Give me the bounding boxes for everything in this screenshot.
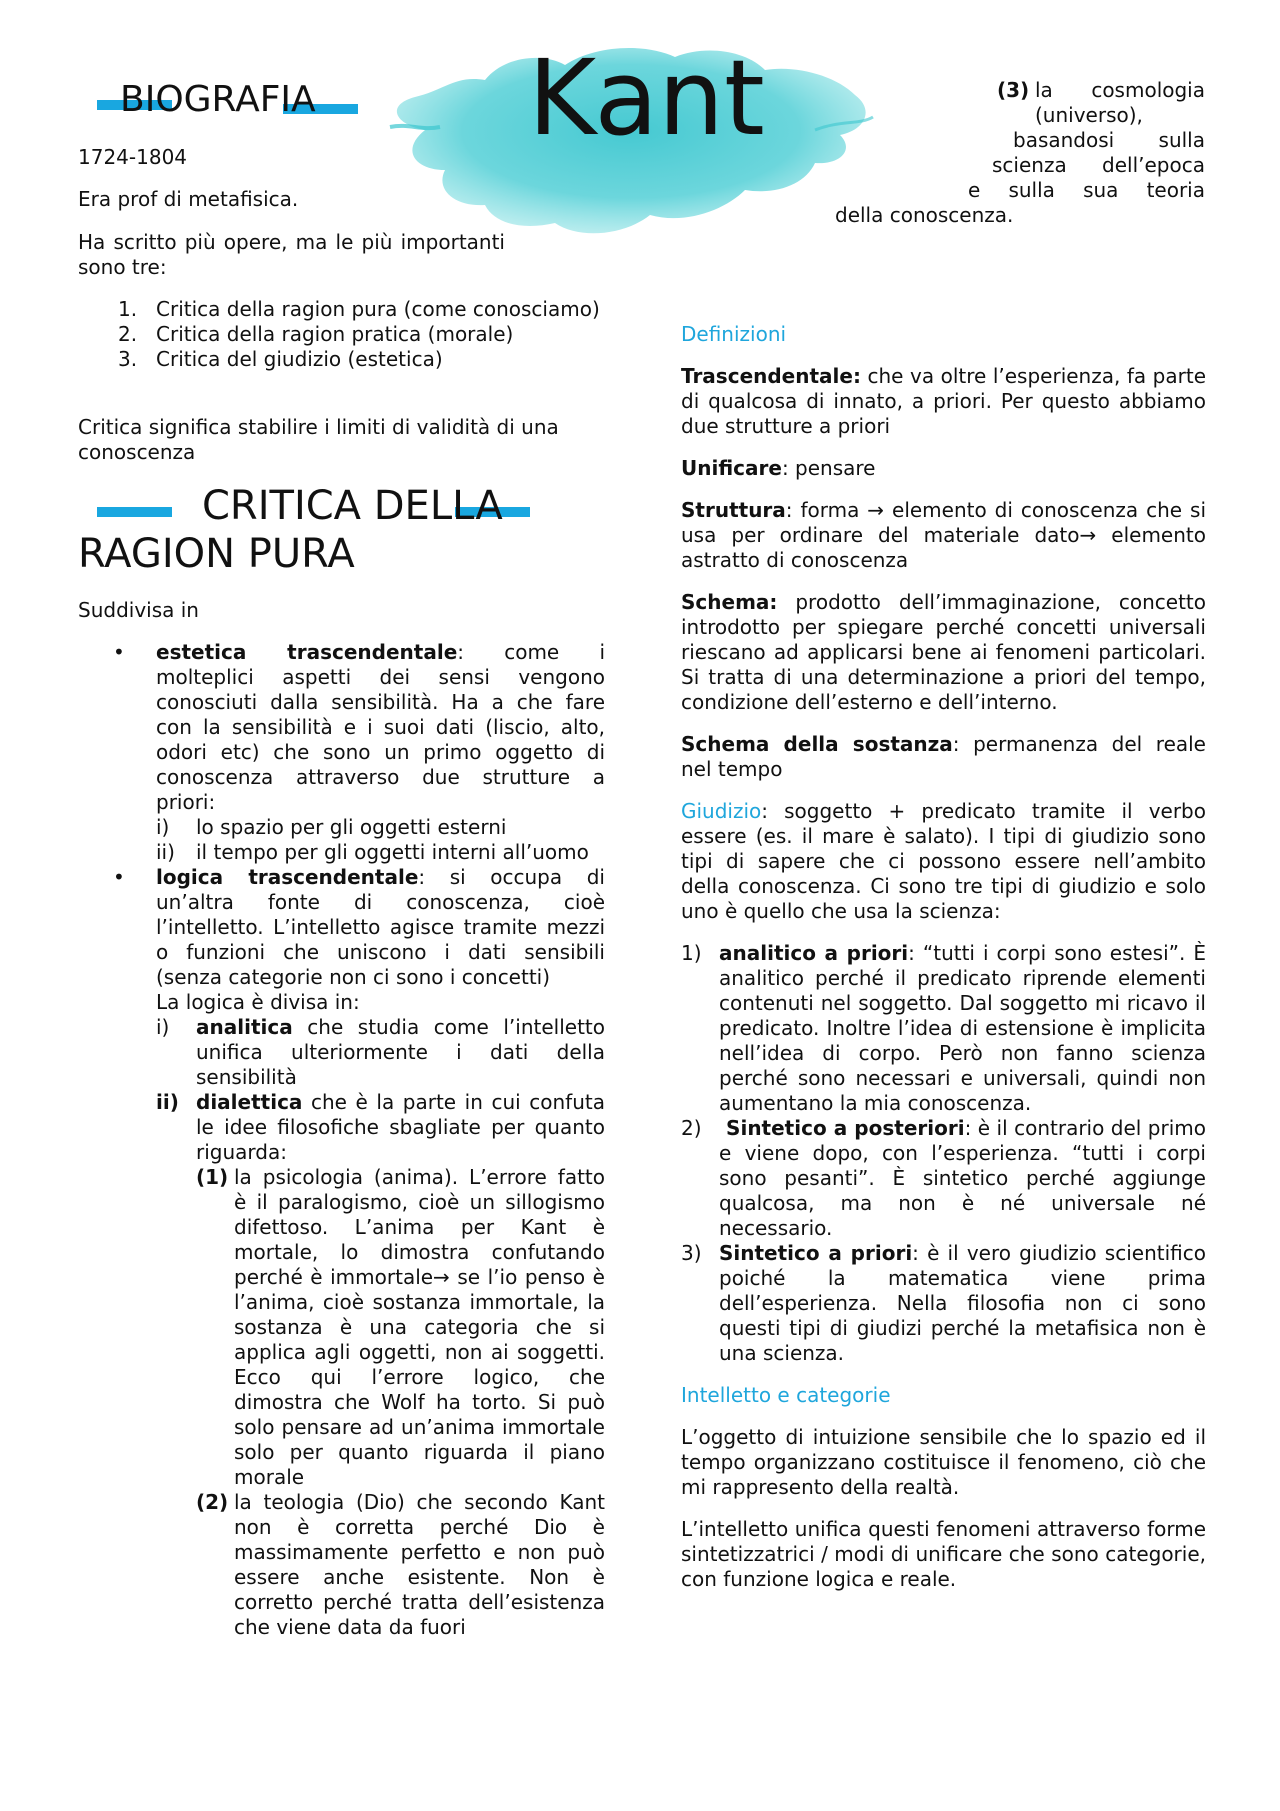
list-item	[113, 865, 605, 1640]
term: analitica	[196, 1015, 293, 1039]
definition: : si occupa di un’altra fonte di conoscenza, cioè l’intelletto. L’intelletto agisce tramite mezzi o funzioni che uniscono i dati sensibili (senza categorie non ci sono i concetti)	[156, 865, 605, 989]
cosmologia-line: e sulla sua teoria	[968, 178, 1205, 202]
term: Sintetico a priori	[719, 1241, 913, 1265]
cosmologia-line: la cosmologia	[1035, 78, 1205, 102]
cosmologia-line: (universo),	[1035, 103, 1143, 127]
suddivisione-list	[113, 640, 605, 1640]
list-text	[719, 941, 1206, 1116]
list-item	[681, 1116, 1206, 1241]
list-text	[719, 1116, 1206, 1241]
list-text: il tempo per gli oggetti interni all’uomo	[196, 840, 589, 864]
term: estetica trascendentale	[156, 640, 458, 664]
opere-list	[118, 297, 605, 372]
list-number: 1.	[118, 297, 138, 321]
sub-sub-list-item	[196, 1490, 605, 1640]
logica-paragraph	[156, 865, 605, 990]
list-text	[719, 1241, 1206, 1366]
definition: : è il vero giudizio scientifico poiché la matematica viene prima dell’esperienza. Nella filosofia non ci sono questi tipi di giudizi perché la metafisica non è una scienza.	[719, 1241, 1206, 1365]
term: Struttura	[681, 498, 786, 522]
sub-list-item	[156, 1090, 605, 1640]
def-trascendentale	[681, 364, 1206, 439]
critica-definition: Critica significa stabilire i limiti di validità di una conoscenza	[78, 415, 559, 464]
def-giudizio	[681, 799, 1206, 924]
dates: 1724-1804	[78, 145, 188, 169]
term: Sintetico a posteriori	[719, 1116, 965, 1140]
right-column	[681, 322, 1206, 1592]
definition: che va oltre l’esperienza, fa parte di qualcosa di innato, a priori. Per questo abbiamo due strutture a priori	[681, 364, 1206, 438]
definition: : “tutti i corpi sono estesi”. È analitico perché il predicato riprende elementi contenuti nel soggetto. Dal soggetto mi ricavo il predicato. Inoltre l’idea di estensione è implicita nell’idea di corpo. Però non fanno scienza perché sono necessari e universali, quindi non aumentano la mia conoscenza.	[719, 941, 1206, 1115]
intelletto-paragraph-1: L’oggetto di intuizione sensibile che lo spazio ed il tempo organizzano costituisce il fenomeno, ciò che mi rappresento della realtà.	[681, 1425, 1206, 1499]
list-number: i)	[156, 1015, 170, 1039]
section-heading-line1: CRITICA DELLA	[202, 483, 503, 529]
definition: che studia come l’intelletto unifica ulteriormente i dati della sensibilità	[196, 1015, 605, 1089]
list-item	[118, 297, 605, 322]
term: Trascendentale:	[681, 364, 861, 388]
bullet-icon: •	[113, 865, 125, 889]
list-number: (3)	[997, 78, 1030, 102]
definizioni-heading: Definizioni	[681, 322, 787, 346]
term: dialettica	[196, 1090, 303, 1114]
logica-divisa: La logica è divisa in:	[156, 990, 360, 1014]
list-number: i)	[156, 815, 170, 839]
def-schema	[681, 590, 1206, 715]
term: analitico a priori	[719, 941, 909, 965]
list-item	[113, 640, 605, 865]
opere-intro: Ha scritto più opere, ma le più importanti sono tre:	[78, 230, 505, 279]
term: Giudizio	[681, 799, 762, 823]
bullet-icon: •	[113, 640, 125, 664]
list-number: 2.	[118, 322, 138, 346]
definition: : è il contrario del primo e viene dopo, con l’esperienza. “tutti i corpi sono pesanti”. È sintetico perché aggiunge qualcosa, ma non è né universale né necessario.	[719, 1116, 1206, 1240]
definition: : soggetto + predicato tramite il verbo essere (es. il mare è salato). I tipi di giudizio sono tipi di sapere che ci possono essere nell’ambito della conoscenza. Ci sono tre tipi di giudizio e solo uno è quello che usa la scienza:	[681, 799, 1206, 923]
def-schema-sostanza	[681, 732, 1206, 782]
list-text	[196, 1090, 605, 1165]
intelletto-heading: Intelletto e categorie	[681, 1383, 891, 1407]
list-text: la psicologia (anima). L’errore fatto è il paralogismo, cioè un sillogismo difettoso. L’anima per Kant è mortale, lo dimostra confutando perché è immortale→ se l’io penso è l’anima, cioè sostanza immortale, la sostanza è una categoria che si applica agli oggetti, non ai soggetti. Ecco qui l’errore logico, che dimostra che Wolf ha torto. Si può solo pensare ad un’anima immortale solo per quanto riguarda il piano morale	[234, 1165, 605, 1489]
list-item	[118, 347, 605, 372]
definition: prodotto dell’immaginazione, concetto introdotto per spiegare perché concetti universali riescano ad applicarsi bene ai fenomeni particolari. Si tratta di una determinazione a priori del tempo, condizione dell’esterno e dell’interno.	[681, 590, 1206, 714]
sub-list-item	[156, 1015, 605, 1090]
term: Schema:	[681, 590, 778, 614]
list-number: 2)	[681, 1116, 702, 1140]
sub-sub-list-item	[196, 1165, 605, 1490]
term: Schema della sostanza	[681, 732, 953, 756]
term: logica trascendentale	[156, 865, 419, 889]
list-number: 3.	[118, 347, 138, 371]
list-item	[681, 1241, 1206, 1366]
sub-list-item	[156, 815, 605, 840]
estetica-paragraph	[156, 640, 605, 815]
list-number: ii)	[156, 1090, 179, 1114]
def-struttura	[681, 498, 1206, 573]
def-unificare	[681, 456, 1206, 481]
cosmologia-line: basandosi sulla	[1013, 128, 1205, 152]
cosmologia-line: della conoscenza.	[835, 203, 1014, 227]
biografia-heading: BIOGRAFIA	[120, 79, 316, 120]
list-text	[196, 1015, 605, 1090]
list-number: 3)	[681, 1241, 702, 1265]
prof-text: Era prof di metafisica.	[78, 187, 299, 211]
cosmologia-line: scienza dell’epoca	[992, 153, 1205, 177]
list-item	[681, 941, 1206, 1116]
term: Unificare	[681, 456, 782, 480]
list-text: la teologia (Dio) che secondo Kant non è corretta perché Dio è massimamente perfetto e non può essere anche esistente. Non è corretto perché tratta dell’esistenza che viene data da fuori	[234, 1490, 605, 1639]
list-text: Critica del giudizio (estetica)	[156, 347, 443, 371]
definition: : pensare	[781, 456, 876, 480]
list-number: ii)	[156, 840, 175, 864]
definition: : forma → elemento di conoscenza che si usa per ordinare del materiale dato→ elemento astratto di conoscenza	[681, 498, 1206, 572]
intelletto-paragraph-2: L’intelletto unifica questi fenomeni attraverso forme sintetizzatrici / modi di unificare che sono categorie, con funzione logica e reale.	[681, 1517, 1206, 1591]
list-text: Critica della ragion pratica (morale)	[156, 322, 514, 346]
list-number: 1)	[681, 941, 702, 965]
definition: : come i molteplici aspetti dei sensi vengono conosciuti dalla sensibilità. Ha a che fare con la sensibilità e i suoi dati (liscio, alto, odori etc) che sono un primo oggetto di conoscenza attraverso due strutture a priori:	[156, 640, 606, 814]
list-text: Critica della ragion pura (come conosciamo)	[156, 297, 600, 321]
list-text: lo spazio per gli oggetti esterni	[196, 815, 507, 839]
section-heading-line2: RAGION PURA	[78, 531, 355, 577]
sub-list-item	[156, 840, 605, 865]
list-number: (1)	[196, 1165, 229, 1189]
definition: che è la parte in cui confuta le idee filosofiche sbagliate per quanto riguarda:	[196, 1090, 605, 1164]
giudizi-list	[681, 941, 1206, 1366]
list-number: (2)	[196, 1490, 229, 1514]
page-title: Kant	[528, 37, 765, 159]
definition: : permanenza del reale nel tempo	[681, 732, 1206, 781]
suddivisa-text: Suddivisa in	[78, 598, 199, 622]
list-item	[118, 322, 605, 347]
heading-accent-bar	[97, 507, 172, 517]
